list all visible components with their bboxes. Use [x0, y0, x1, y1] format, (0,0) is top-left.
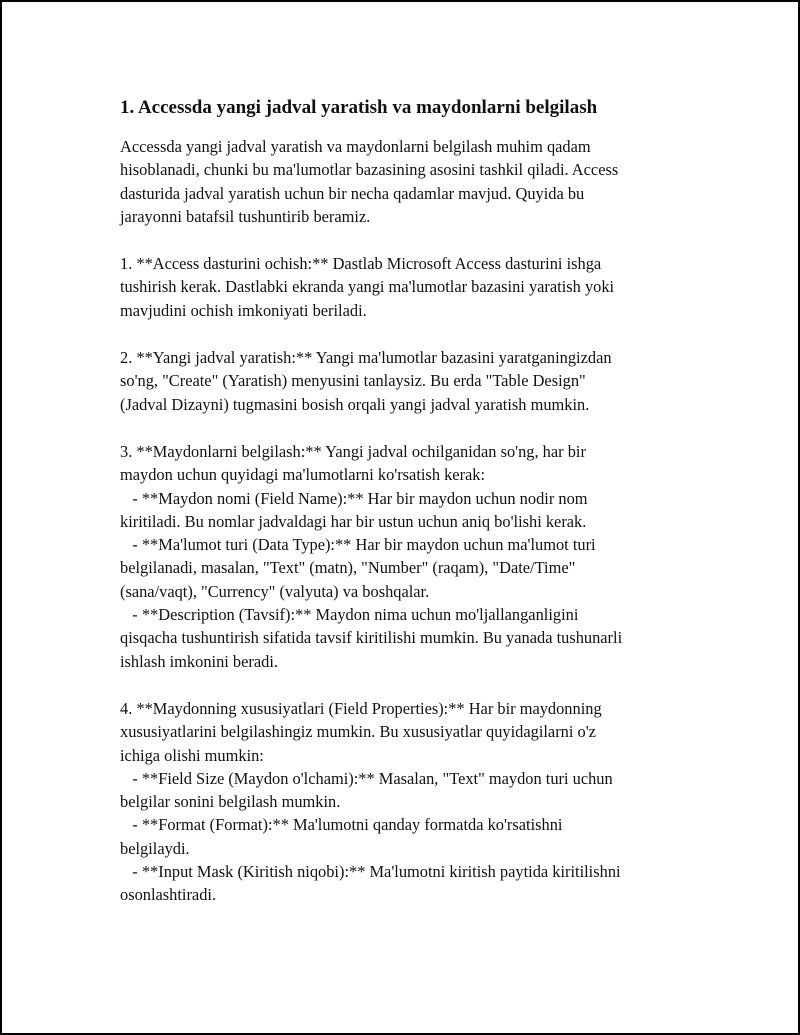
text-line: (Jadval Dizayni) tugmasini bosish orqali yangi jadval yaratish mumkin. — [120, 394, 590, 414]
text-line: (sana/vaqt), "Currency" (valyuta) va boshqalar. — [120, 581, 430, 601]
document-content — [120, 95, 720, 907]
text-line: 1. **Access dasturini ochish:** Dastlab Microsoft Access dasturini ishga — [120, 254, 602, 274]
text-line: - **Format (Format):** Ma'lumotni qanday formatda ko'rsatishni — [120, 815, 563, 835]
text-line: osonlashtiradi. — [120, 885, 217, 905]
text-line: 4. **Maydonning xususiyatlari (Field Properties):** Har bir maydonning — [120, 698, 602, 718]
text-line: Accessda yangi jadval yaratish va maydonlarni belgilash muhim qadam — [120, 137, 591, 156]
text-line: - **Field Size (Maydon o'lchami):** Masalan, "Text" maydon turi uchun — [120, 768, 613, 788]
text-line: hisoblanadi, chunki bu ma'lumotlar bazasining asosini tashkil qiladi. Access — [120, 160, 619, 180]
text-line: - **Ma'lumot turi (Data Type):** Har bir maydon uchun ma'lumot turi — [120, 535, 596, 555]
text-line: kiritiladi. Bu nomlar jadvaldagi har bir ustun uchun aniq bo'lishi kerak. — [120, 511, 587, 531]
document-title: 1. Accessda yangi jadval yaratish va maydonlarni belgilash — [120, 97, 598, 118]
paragraph — [120, 440, 720, 673]
text-line: so'ng, "Create" (Yaratish) menyusini tanlaysiz. Bu erda "Table Design" — [120, 371, 586, 391]
text-line: mavjudini ochish imkoniyati beriladi. — [120, 300, 367, 320]
paragraph — [120, 135, 720, 228]
paragraph — [120, 346, 720, 416]
text-line: jarayonni batafsil tushuntirib beramiz. — [120, 206, 371, 226]
text-line: 3. **Maydonlarni belgilash:** Yangi jadval ochilganidan so'ng, har bir — [120, 441, 586, 461]
paragraph — [120, 252, 720, 322]
text-line: - **Input Mask (Kiritish niqobi):** Ma'lumotni kiritish paytida kiritilishni — [120, 862, 621, 882]
text-line: belgilanadi, masalan, "Text" (matn), "Number" (raqam), "Date/Time" — [120, 558, 576, 578]
text-line: belgilar sonini belgilash mumkin. — [120, 792, 341, 812]
text-line: - **Description (Tavsif):** Maydon nima uchun mo'ljallanganligini — [120, 605, 579, 625]
text-line: tushirish kerak. Dastlabki ekranda yangi ma'lumotlar bazasini yaratish yoki — [120, 277, 615, 297]
text-line: 2. **Yangi jadval yaratish:** Yangi ma'lumotlar bazasini yaratganingizdan — [120, 348, 612, 368]
text-line: - **Maydon nomi (Field Name):** Har bir maydon uchun nodir nom — [120, 488, 588, 508]
paragraph — [120, 697, 720, 907]
paragraphs-container — [120, 135, 720, 907]
text-line: maydon uchun quyidagi ma'lumotlarni ko'rsatish kerak: — [120, 465, 486, 485]
text-line: belgilaydi. — [120, 838, 190, 858]
text-line: qisqacha tushuntirish sifatida tavsif kiritilishi mumkin. Bu yanada tushunarli — [120, 628, 623, 648]
text-line: ishlash imkonini beradi. — [120, 651, 278, 671]
text-line: dasturida jadval yaratish uchun bir necha qadamlar mavjud. Quyida bu — [120, 183, 585, 203]
text-line: ichiga olishi mumkin: — [120, 745, 264, 765]
text-line: xususiyatlarini belgilashingiz mumkin. Bu xususiyatlar quyidagilarni o'z — [120, 722, 596, 742]
